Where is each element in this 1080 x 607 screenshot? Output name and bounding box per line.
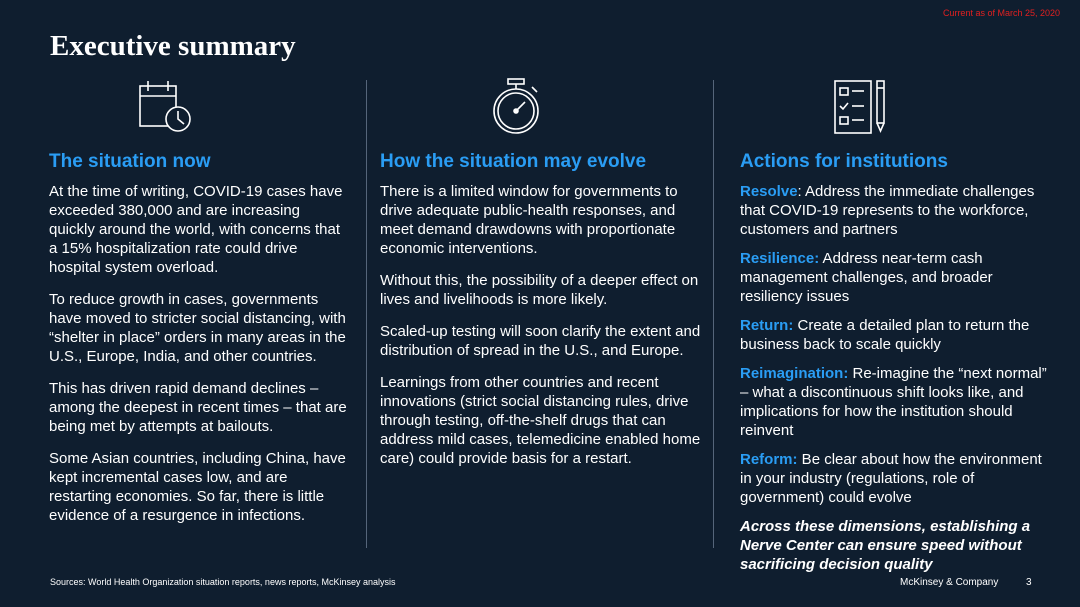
footer-sources: Sources: World Health Organization situation reports, news reports, McKinsey analysis bbox=[50, 577, 396, 587]
action-text: Re-imagine the “next normal” – what a discontinuous shift looks like, and implications for how the institution should reinvent bbox=[740, 365, 1047, 439]
column-body bbox=[740, 182, 1050, 574]
paragraph: Without this, the possibility of a deeper effect on lives and livelihoods is more likely. bbox=[380, 272, 699, 308]
column-title: The situation now bbox=[49, 151, 211, 172]
action-item-reform bbox=[740, 450, 1050, 507]
paragraph: Scaled-up testing will soon clarify the extent and distribution of spread in the U.S., and Europe. bbox=[380, 323, 701, 359]
action-item-return bbox=[740, 316, 1050, 354]
paragraph: At the time of writing, COVID-19 cases have exceeded 380,000 and are increasing quickly around the world, with concerns that a 15% hospitalization rate could drive hospital system overload. bbox=[49, 183, 343, 276]
action-lead: Return: bbox=[740, 317, 794, 334]
footer-brand: McKinsey & Company bbox=[900, 577, 999, 588]
paragraph: There is a limited window for governments to drive adequate public-health responses, and meet demand drawdowns with proportionate economic interventions. bbox=[380, 183, 678, 257]
column-title: Actions for institutions bbox=[740, 151, 948, 172]
column-body bbox=[380, 182, 705, 481]
action-lead: Resilience: bbox=[740, 250, 820, 267]
column-divider-2 bbox=[713, 80, 714, 548]
action-lead: Reimagination: bbox=[740, 365, 849, 382]
action-text: Be clear about how the environment in your industry (regulations, role of government) could evolve bbox=[740, 451, 1042, 506]
stopwatch-icon bbox=[488, 78, 548, 136]
paragraph: Some Asian countries, including China, have kept incremental cases low, and are restarting economies. So far, there is little evidence of a resurgence in infections. bbox=[49, 450, 346, 524]
paragraph: To reduce growth in cases, governments have moved to stricter social distancing, with “shelter in place” orders in many areas in the U.S., Europe, India, and other countries. bbox=[49, 291, 346, 365]
paragraph: Learnings from other countries and recent innovations (strict social distancing rules, drive through testing, off-the-shelf drugs that can address mild cases, telemedicine enabled home care) could provide basis for a restart. bbox=[380, 374, 701, 467]
column-body bbox=[49, 182, 349, 538]
column-situation-now bbox=[49, 78, 349, 548]
date-note: Current as of March 25, 2020 bbox=[942, 8, 1060, 18]
checklist-pencil-icon bbox=[832, 78, 892, 136]
column-actions bbox=[740, 78, 1050, 573]
action-item-resolve bbox=[740, 182, 1050, 239]
action-text: Create a detailed plan to return the business back to scale quickly bbox=[740, 317, 1030, 353]
action-item-resilience bbox=[740, 249, 1050, 306]
column-title: How the situation may evolve bbox=[380, 151, 647, 172]
action-lead: Resolve bbox=[740, 183, 798, 200]
action-text: Address near-term cash management challenges, and broader resiliency issues bbox=[740, 250, 993, 305]
page-number: 3 bbox=[1026, 577, 1032, 588]
action-text: : Address the immediate challenges that COVID-19 represents to the workforce, customers and partners bbox=[740, 183, 1035, 238]
closing-statement: Across these dimensions, establishing a Nerve Center can ensure speed without sacrificing decision quality bbox=[740, 518, 1031, 573]
column-divider-1 bbox=[366, 80, 367, 548]
action-item-reimagination bbox=[740, 364, 1050, 440]
action-lead: Reform: bbox=[740, 451, 798, 468]
paragraph: This has driven rapid demand declines – among the deepest in recent times – that are being met by attempts at bailouts. bbox=[49, 380, 347, 435]
column-situation-evolve bbox=[380, 78, 705, 548]
page-title: Executive summary bbox=[50, 30, 296, 62]
calendar-clock-icon bbox=[137, 78, 197, 136]
